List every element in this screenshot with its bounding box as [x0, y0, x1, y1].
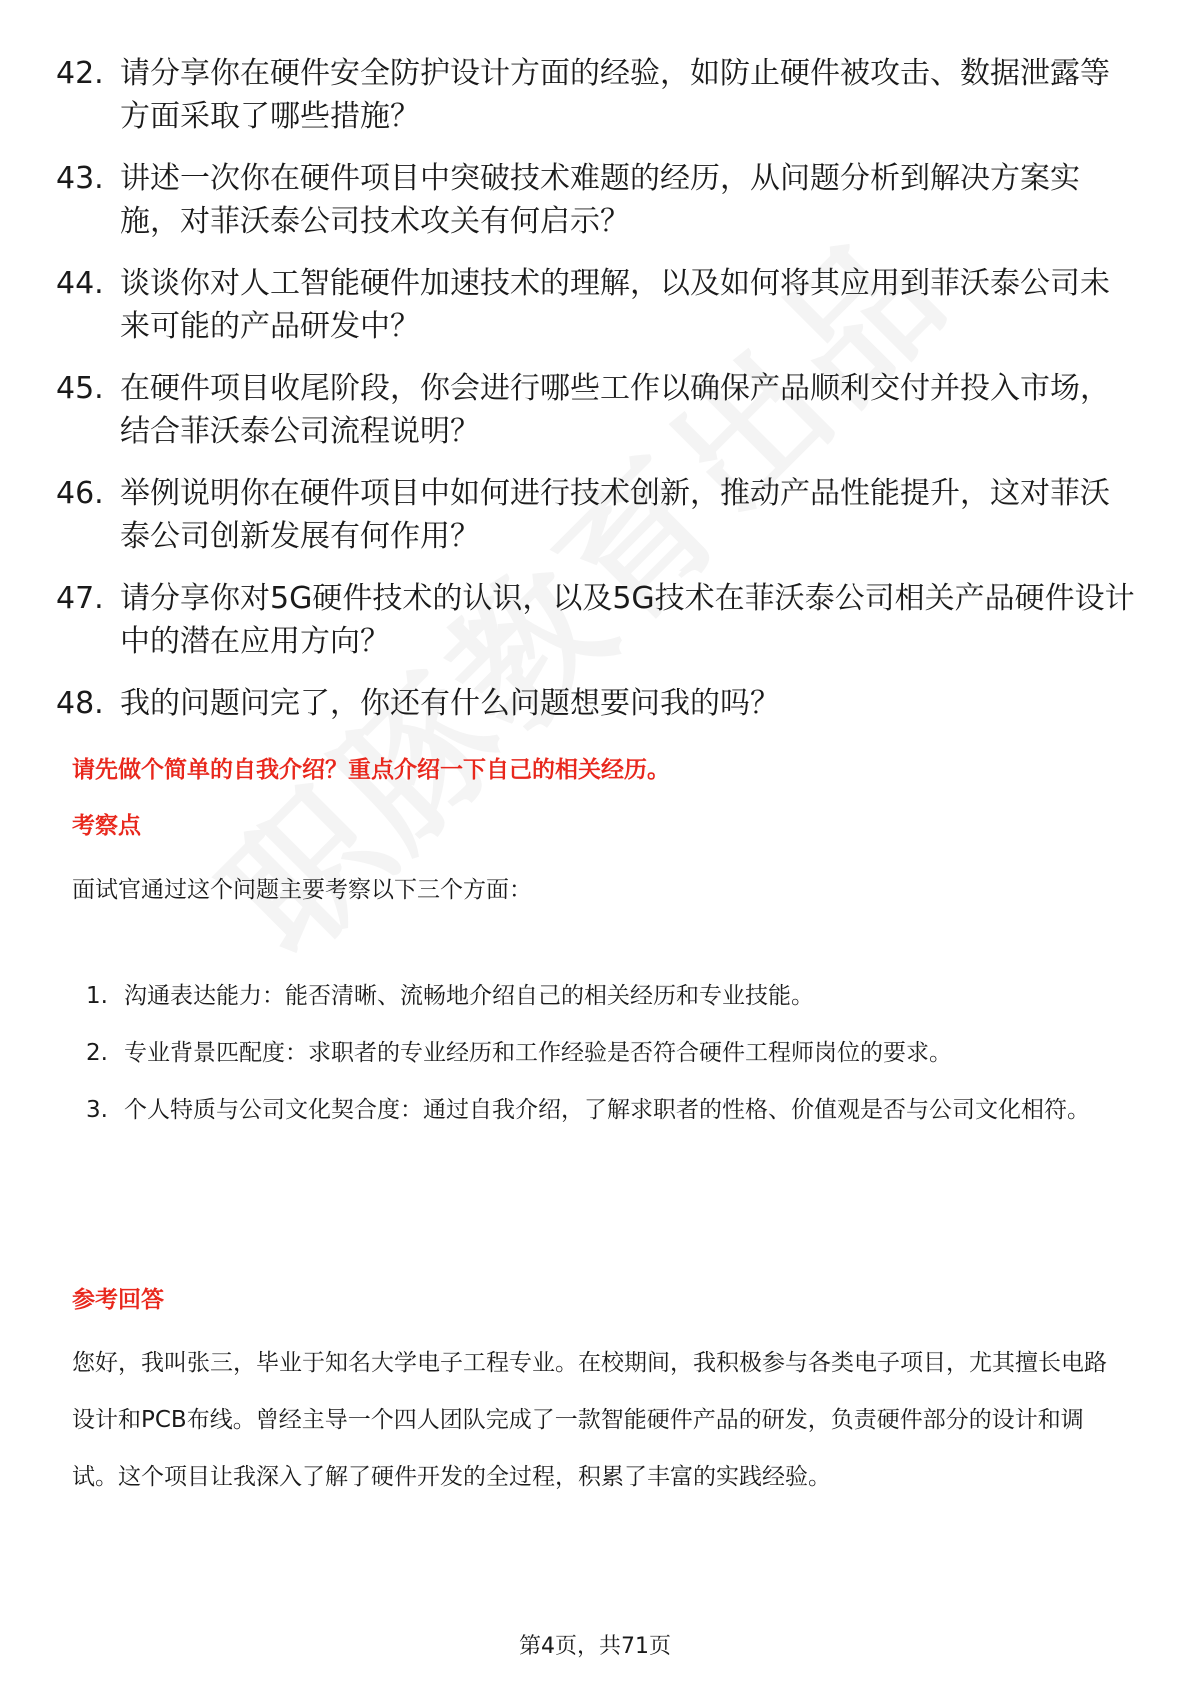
question-item — [56, 682, 1136, 725]
assessment-point — [72, 968, 1127, 1025]
page-footer: 第4页，共71页 — [519, 1634, 671, 1659]
question-number: 42. — [56, 56, 104, 91]
question-text: 在硬件项目收尾阶段，你会进行哪些工作以确保产品顺利交付并投入市场，结合菲沃泰公司流程说明？ — [120, 371, 1110, 449]
point-number: 2. — [86, 1040, 108, 1066]
point-text: 专业背景匹配度：求职者的专业经历和工作经验是否符合硬件工程师岗位的要求。 — [124, 1040, 952, 1066]
point-number: 1. — [86, 983, 108, 1009]
question-item — [56, 157, 1136, 243]
assessment-heading: 考察点 — [72, 813, 141, 839]
point-text: 沟通表达能力：能否清晰、流畅地介绍自己的相关经历和专业技能。 — [124, 983, 814, 1009]
question-text: 讲述一次你在硬件项目中突破技术难题的经历，从问题分析到解决方案实施，对菲沃泰公司技术攻关有何启示？ — [120, 161, 1080, 239]
question-number: 43. — [56, 161, 104, 196]
assessment-points-list — [72, 968, 1127, 1139]
question-text: 举例说明你在硬件项目中如何进行技术创新，推动产品性能提升，这对菲沃泰公司创新发展有何作用？ — [120, 476, 1110, 554]
answer-heading: 参考回答 — [72, 1287, 164, 1313]
question-item — [56, 52, 1136, 138]
question-number: 44. — [56, 266, 104, 301]
featured-question-title: 请先做个简单的自我介绍？重点介绍一下自己的相关经历。 — [72, 757, 670, 783]
assessment-point — [72, 1082, 1127, 1139]
question-number: 48. — [56, 686, 104, 721]
assessment-intro: 面试官通过这个问题主要考察以下三个方面： — [72, 877, 532, 903]
question-number: 45. — [56, 371, 104, 406]
question-list — [56, 52, 1136, 744]
point-number: 3. — [86, 1097, 108, 1123]
question-text: 我的问题问完了，你还有什么问题想要问我的吗？ — [120, 686, 780, 721]
point-text: 个人特质与公司文化契合度：通过自我介绍，了解求职者的性格、价值观是否与公司文化相符。 — [124, 1097, 1090, 1123]
question-text: 请分享你对5G硬件技术的认识，以及5G技术在菲沃泰公司相关产品硬件设计中的潜在应用方向？ — [120, 581, 1135, 659]
question-text: 谈谈你对人工智能硬件加速技术的理解，以及如何将其应用到菲沃泰公司未来可能的产品研发中？ — [120, 266, 1110, 344]
answer-text: 您好，我叫张三，毕业于知名大学电子工程专业。在校期间，我积极参与各类电子项目，尤其擅长电路设计和PCB布线。曾经主导一个四人团队完成了一款智能硬件产品的研发，负责硬件部分的设计和调试。这个项目让我深入了解了硬件开发的全过程，积累了丰富的实践经验。 — [72, 1350, 1107, 1490]
question-item — [56, 472, 1136, 558]
question-item — [56, 577, 1136, 663]
question-number: 46. — [56, 476, 104, 511]
question-text: 请分享你在硬件安全防护设计方面的经验，如防止硬件被攻击、数据泄露等方面采取了哪些措施？ — [120, 56, 1110, 134]
assessment-point — [72, 1025, 1127, 1082]
question-number: 47. — [56, 581, 104, 616]
question-item — [56, 262, 1136, 348]
question-item — [56, 367, 1136, 453]
